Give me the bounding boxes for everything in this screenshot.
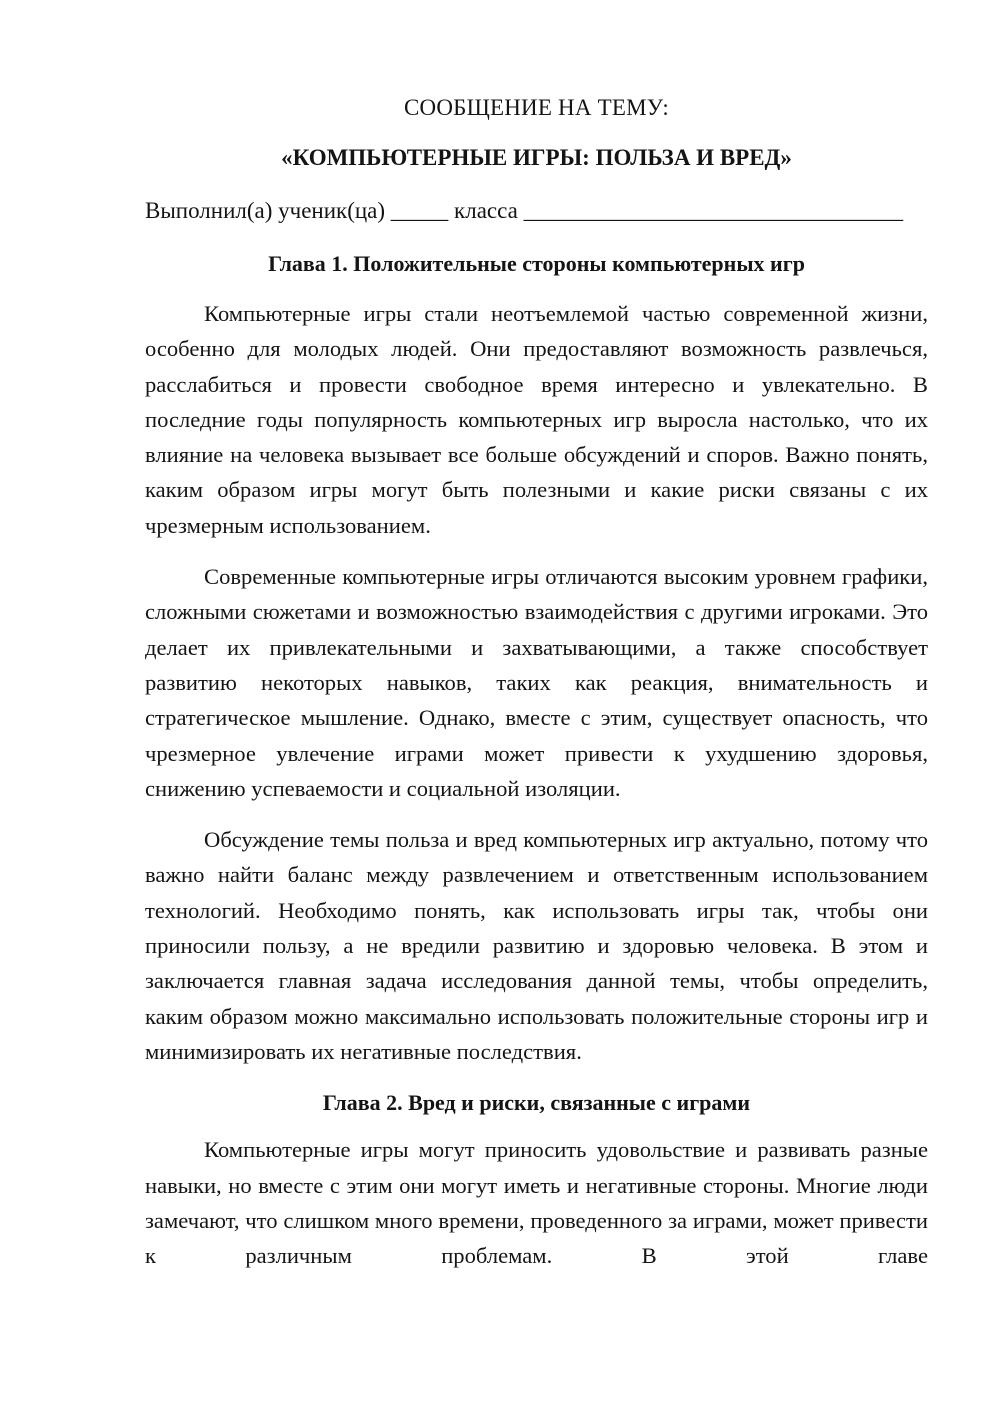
chapter-2-paragraph-1: Компьютерные игры могут приносить удовольствие и развивать разные навыки, но вместе с этим они могут иметь и негативные стороны. Многие люди замечают, что слишком много времени, проведенного за играми, может привести к различным проблемам. В этой главе — [145, 1137, 928, 1269]
chapter-2-heading: Глава 2. Вред и риски, связанные с играми — [322, 1090, 751, 1116]
chapter-1-paragraph-2: Современные компьютерные игры отличаются высоким уровнем графики, сложными сюжетами и возможностью взаимодействия с другими игроками. Это делает их привлекательными и захватывающими, а также способствует развитию некоторых навыков, таких как реакция, внимательность и стратегическое мышление. Однако, вместе с этим, существует опасность, что чрезмерное увлечение играми может привести к ухудшению здоровья, снижению успеваемости и социальной изоляции. — [145, 564, 928, 801]
document-title-line-1: СООБЩЕНИЕ НА ТЕМУ: — [404, 95, 669, 120]
chapter-1-paragraph-3: Обсуждение темы польза и вред компьютерных игр актуально, потому что важно найти баланс между развлечением и ответственным использованием технологий. Необходимо понять, как использовать игры так, чтобы они приносили пользу, а не вредили развитию и здоровью человека. В этом и заключается главная задача исследования данной темы, чтобы определить, каким образом можно максимально использовать положительные стороны игр и минимизировать их негативные последствия. — [145, 827, 928, 1064]
chapter-1-heading: Глава 1. Положительные стороны компьютерных игр — [268, 251, 805, 276]
document-page — [145, 93, 928, 1273]
document-title-line-2: «КОМПЬЮТЕРНЫЕ ИГРЫ: ПОЛЬЗА И ВРЕД» — [281, 145, 792, 170]
author-line: Выполнил(а) ученик(ца) _____ класса _________________________________ — [145, 198, 904, 223]
chapter-1-paragraph-1: Компьютерные игры стали неотъемлемой частью современной жизни, особенно для молодых людей. Они предоставляют возможность развлечься, расслабиться и провести свободное время интересно и увлекательно. В последние годы популярность компьютерных игр выросла настолько, что их влияние на человека вызывает все больше обсуждений и споров. Важно понять, каким образом игры могут быть полезными и какие риски связаны с их чрезмерным использованием. — [145, 301, 928, 538]
